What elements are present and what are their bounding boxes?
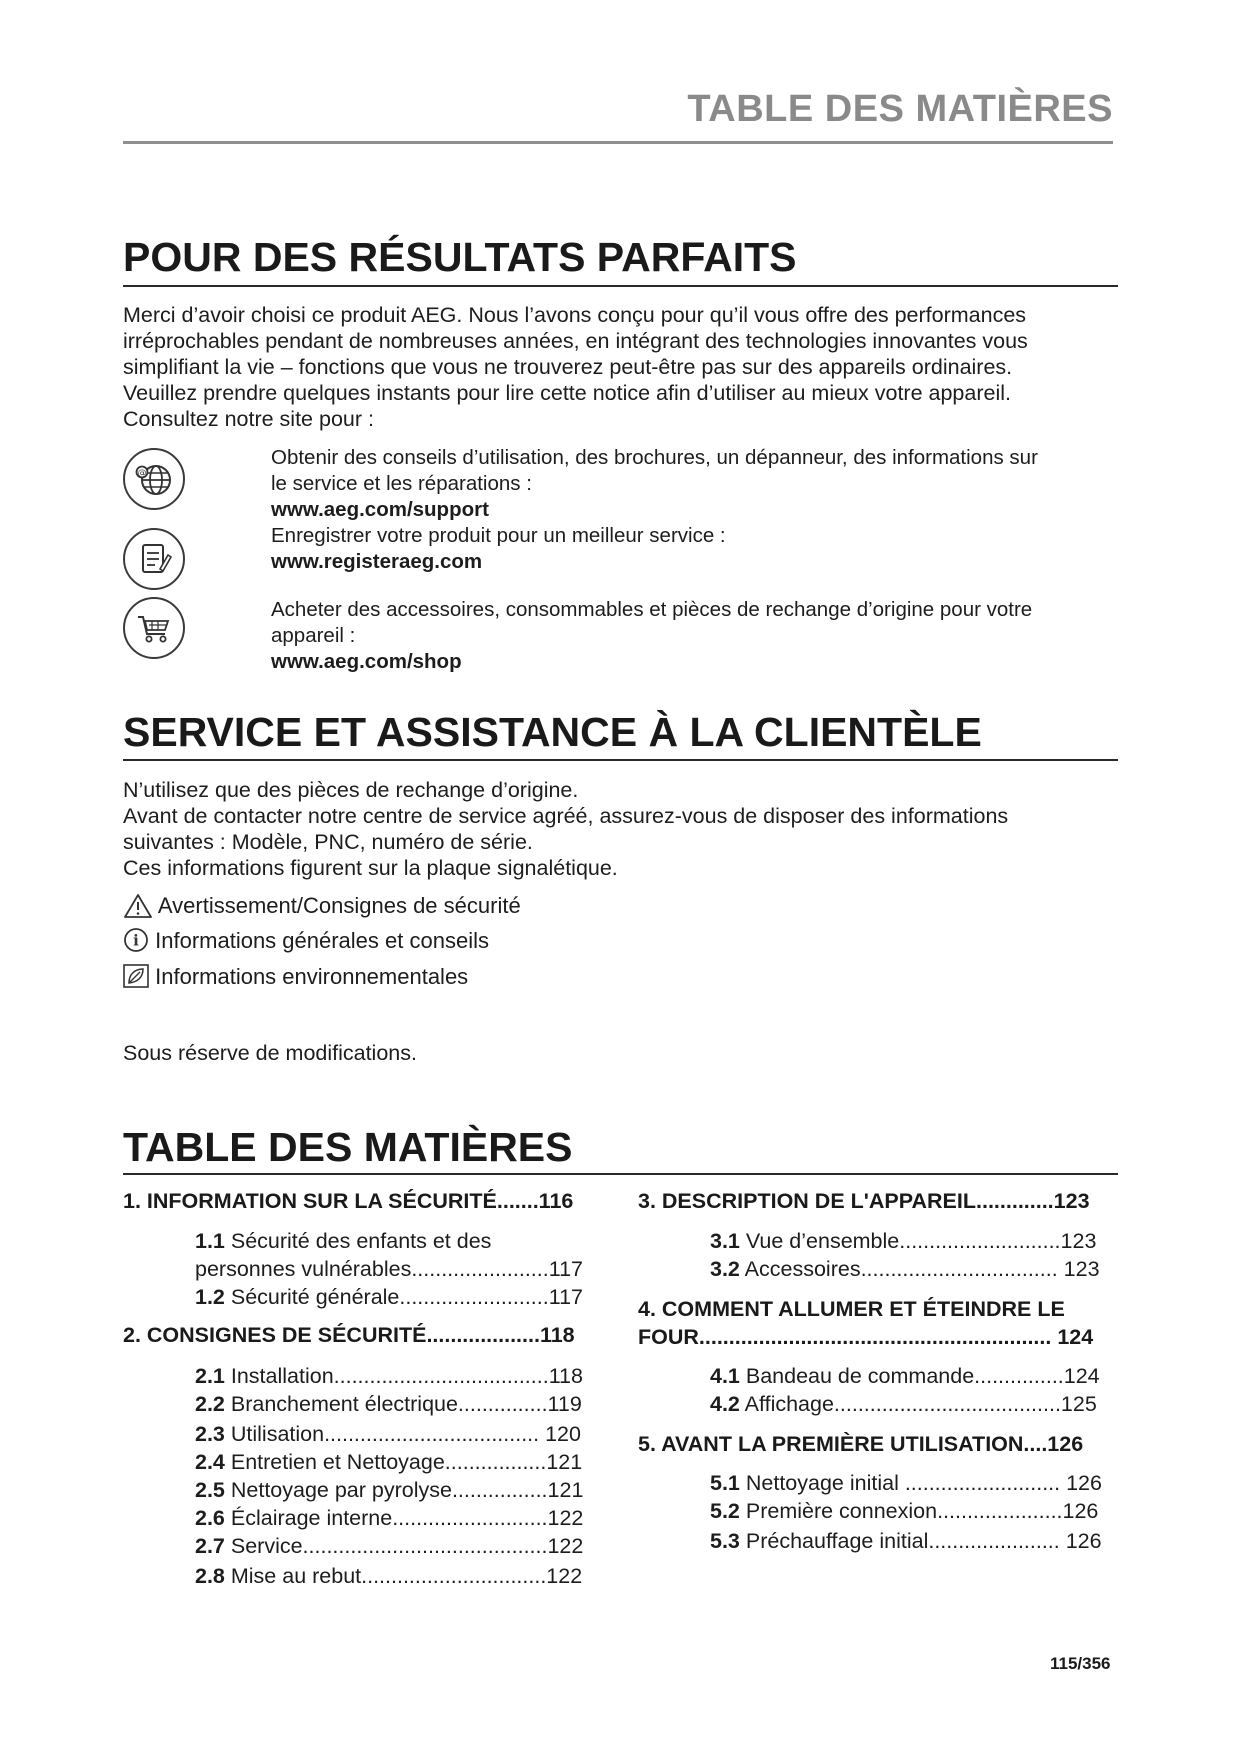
toc-chapter-2[interactable]: 2. CONSIGNES DE SÉCURITÉ...................118 — [123, 1323, 575, 1347]
toc-entry-5-1[interactable]: 5.1 Nettoyage initial .......................... 126 — [710, 1471, 1102, 1495]
legend-warning — [123, 893, 521, 919]
register-description: Enregistrer votre produit pour un meilleur service : — [271, 524, 726, 547]
support-url-link[interactable]: www.aeg.com/support — [271, 498, 489, 521]
globe-icon — [123, 448, 185, 510]
warning-icon — [123, 893, 153, 919]
legend-info-label: Informations générales et conseils — [155, 928, 489, 953]
toc-entry-2-2[interactable]: 2.2 Branchement électrique...............119 — [195, 1392, 582, 1416]
section-rule-results — [123, 285, 1118, 287]
modifications-note-text: Sous réserve de modifications. — [123, 1041, 417, 1065]
toc-entry-2-7[interactable]: 2.7 Service.........................................122 — [195, 1534, 584, 1558]
toc-entry-1-2[interactable]: 1.2 Sécurité générale.........................117 — [195, 1285, 583, 1309]
toc-chapter-4[interactable]: 4. COMMENT ALLUMER ET ÉTEINDRE LE — [638, 1297, 1065, 1321]
register-link-text — [271, 523, 1111, 575]
toc-entry-3-1[interactable]: 3.1 Vue d’ensemble...........................123 — [710, 1229, 1097, 1253]
shop-url-link[interactable]: www.aeg.com/shop — [271, 650, 462, 673]
toc-entry-2-4[interactable]: 2.4 Entretien et Nettoyage.................121 — [195, 1450, 583, 1474]
register-icon — [123, 528, 185, 590]
service-line: suivantes : Modèle, PNC, numéro de série. — [123, 830, 533, 854]
section-rule-toc — [123, 1173, 1118, 1175]
toc-chapter-5[interactable]: 5. AVANT LA PREMIÈRE UTILISATION....126 — [638, 1432, 1084, 1456]
shop-description: appareil : — [271, 624, 356, 647]
page-number: 115/356 — [1050, 1654, 1111, 1673]
shop-description: Acheter des accessoires, consommables et pièces de rechange d’origine pour votre — [271, 598, 1033, 621]
toc-entry-5-3[interactable]: 5.3 Préchauffage initial...................... 126 — [710, 1529, 1102, 1553]
legend-environment — [123, 964, 468, 990]
toc-chapter-3[interactable]: 3. DESCRIPTION DE L'APPAREIL.............123 — [638, 1189, 1090, 1213]
support-description: Obtenir des conseils d’utilisation, des brochures, un dépanneur, des informations sur — [271, 446, 1038, 469]
leaf-icon — [123, 964, 149, 990]
intro-line: simplifiant la vie – fonctions que vous ne trouverez peut-être pas sur des appareils ordinaires. — [123, 355, 1013, 379]
section-title-toc: TABLE DES MATIÈRES — [123, 1124, 573, 1170]
toc-entry-5-2[interactable]: 5.2 Première connexion.....................126 — [710, 1499, 1099, 1523]
register-url-link[interactable]: www.registeraeg.com — [271, 550, 483, 573]
info-icon — [123, 928, 149, 954]
service-line: Ces informations figurent sur la plaque signalétique. — [123, 856, 618, 880]
service-paragraph — [123, 777, 1123, 881]
running-header: TABLE DES MATIÈRES — [687, 88, 1113, 130]
toc-entry-2-1[interactable]: 2.1 Installation....................................118 — [195, 1364, 583, 1388]
legend-environment-label: Informations environnementales — [155, 964, 469, 989]
svg-text:@: @ — [137, 468, 147, 479]
service-line: Avant de contacter notre centre de service agréé, assurez-vous de disposer des informations — [123, 804, 1009, 828]
support-description: le service et les réparations : — [271, 472, 532, 495]
modifications-note — [123, 1040, 1123, 1066]
toc-chapter-4-cont[interactable]: FOUR........................................................... 124 — [638, 1325, 1094, 1349]
section-rule-service — [123, 759, 1118, 761]
section-title-results: POUR DES RÉSULTATS PARFAITS — [123, 234, 797, 280]
shopping-cart-icon — [123, 597, 185, 659]
toc-entry-4-2[interactable]: 4.2 Affichage......................................125 — [710, 1392, 1097, 1416]
legend-warning-label: Avertissement/Consignes de sécurité — [157, 893, 521, 918]
legend-info — [123, 928, 489, 954]
running-header-rule — [123, 141, 1113, 144]
toc-entry-1-1-cont[interactable]: personnes vulnérables.......................117 — [195, 1257, 583, 1281]
toc-entry-2-6[interactable]: 2.6 Éclairage interne..........................122 — [195, 1506, 584, 1530]
svg-text:i: i — [133, 931, 139, 950]
shop-link-text — [271, 597, 1111, 675]
intro-line: Merci d’avoir choisi ce produit AEG. Nous l’avons conçu pour qu’il vous offre des performances — [123, 303, 1027, 327]
intro-line: Consultez notre site pour : — [123, 407, 374, 431]
section-title-service: SERVICE ET ASSISTANCE À LA CLIENTÈLE — [123, 709, 982, 755]
toc-entry-2-3[interactable]: 2.3 Utilisation.................................... 120 — [195, 1422, 581, 1446]
toc-entry-2-5[interactable]: 2.5 Nettoyage par pyrolyse................121 — [195, 1478, 584, 1502]
intro-paragraph — [123, 302, 1123, 432]
support-link-text — [271, 445, 1111, 523]
toc-chapter-1[interactable]: 1. INFORMATION SUR LA SÉCURITÉ.......116 — [123, 1189, 574, 1213]
toc-entry-2-8[interactable]: 2.8 Mise au rebut...............................122 — [195, 1564, 583, 1588]
toc-entry-4-1[interactable]: 4.1 Bandeau de commande...............124 — [710, 1364, 1100, 1388]
intro-line: Veuillez prendre quelques instants pour lire cette notice afin d’utiliser au mieux votre appareil. — [123, 381, 1011, 405]
service-line: N’utilisez que des pièces de rechange d’origine. — [123, 778, 579, 802]
toc-entry-3-2[interactable]: 3.2 Accessoires................................. 123 — [710, 1257, 1100, 1281]
toc-entry-1-1[interactable]: 1.1 Sécurité des enfants et des — [195, 1229, 492, 1253]
intro-line: irréprochables pendant de nombreuses années, en intégrant des technologies innovantes vous — [123, 329, 1028, 353]
